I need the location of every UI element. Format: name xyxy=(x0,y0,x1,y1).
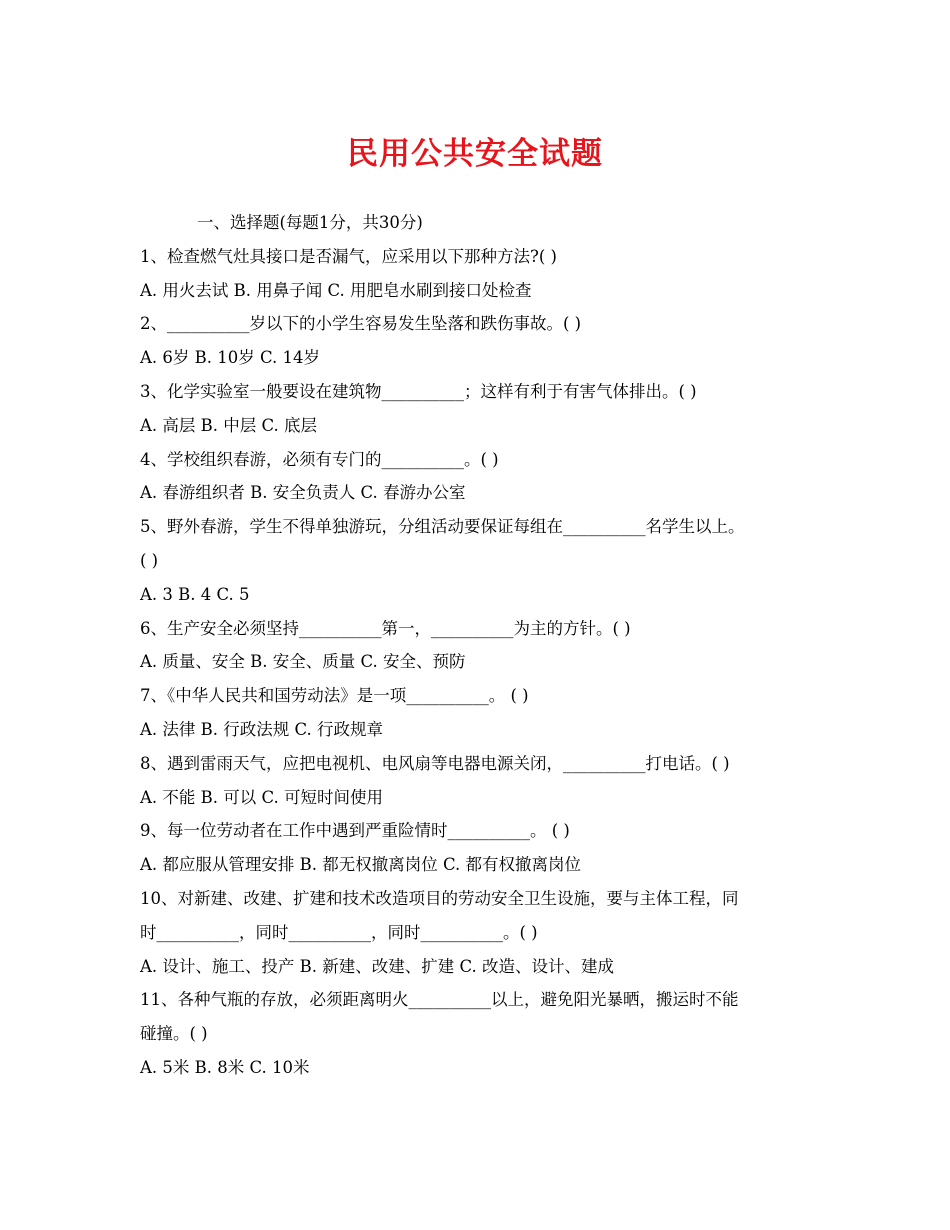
page-title: 民用公共安全试题 xyxy=(347,136,603,172)
options-9: A. 都应服从管理安排 B. 都无权撤离岗位 C. 都有权撤离岗位 xyxy=(140,855,582,875)
options-2: A. 6岁 B. 10岁 C. 14岁 xyxy=(140,348,321,368)
options-3: A. 高层 B. 中层 C. 底层 xyxy=(140,415,318,435)
question-1: 1、检查燃气灶具接口是否漏气，应采用以下那种方法?( ) xyxy=(140,246,557,266)
question-4: 4、学校组织春游，必须有专门的__________。( ) xyxy=(140,449,499,469)
options-8: A. 不能 B. 可以 C. 可短时间使用 xyxy=(140,787,384,807)
options-10: A. 设计、施工、投产 B. 新建、改建、扩建 C. 改造、设计、建成 xyxy=(140,956,615,976)
question-10-continued: 时__________，同时__________，同时__________。( ) xyxy=(140,922,538,942)
options-6: A. 质量、安全 B. 安全、质量 C. 安全、预防 xyxy=(140,652,466,672)
question-7: 7、《中华人民共和国劳动法》是一项__________。 ( ) xyxy=(140,686,529,706)
section-heading: 一、选择题(每题1分，共30分) xyxy=(197,213,423,232)
question-11-continued: 碰撞。( ) xyxy=(140,1024,208,1044)
options-7: A. 法律 B. 行政法规 C. 行政规章 xyxy=(140,719,384,739)
question-8: 8、遇到雷雨天气，应把电视机、电风扇等电器电源关闭，__________打电话。( ) xyxy=(140,753,730,773)
question-6: 6、生产安全必须坚持__________第一，__________为主的方针。( ) xyxy=(140,618,631,638)
options-4: A. 春游组织者 B. 安全负责人 C. 春游办公室 xyxy=(140,483,466,503)
question-3: 3、化学实验室一般要设在建筑物__________；这样有利于有害气体排出。( ) xyxy=(140,381,697,401)
document-body xyxy=(140,206,830,1085)
question-2: 2、__________岁以下的小学生容易发生坠落和跌伤事故。( ) xyxy=(140,314,582,334)
question-5: 5、野外春游，学生不得单独游玩，分组活动要保证每组在__________名学生以上。 xyxy=(140,517,745,537)
question-5-continued: ( ) xyxy=(140,550,159,570)
question-9: 9、每一位劳动者在工作中遇到严重险情时__________。 ( ) xyxy=(140,821,570,841)
options-1: A. 用火去试 B. 用鼻子闻 C. 用肥皂水刷到接口处检查 xyxy=(140,280,532,300)
question-10: 10、对新建、改建、扩建和技术改造项目的劳动安全卫生设施，要与主体工程，同 xyxy=(140,888,739,908)
question-11: 11、各种气瓶的存放，必须距离明火__________以上，避免阳光暴晒，搬运时不能 xyxy=(140,990,739,1010)
options-5: A. 3 B. 4 C. 5 xyxy=(140,584,250,604)
options-11: A. 5米 B. 8米 C. 10米 xyxy=(140,1057,310,1077)
